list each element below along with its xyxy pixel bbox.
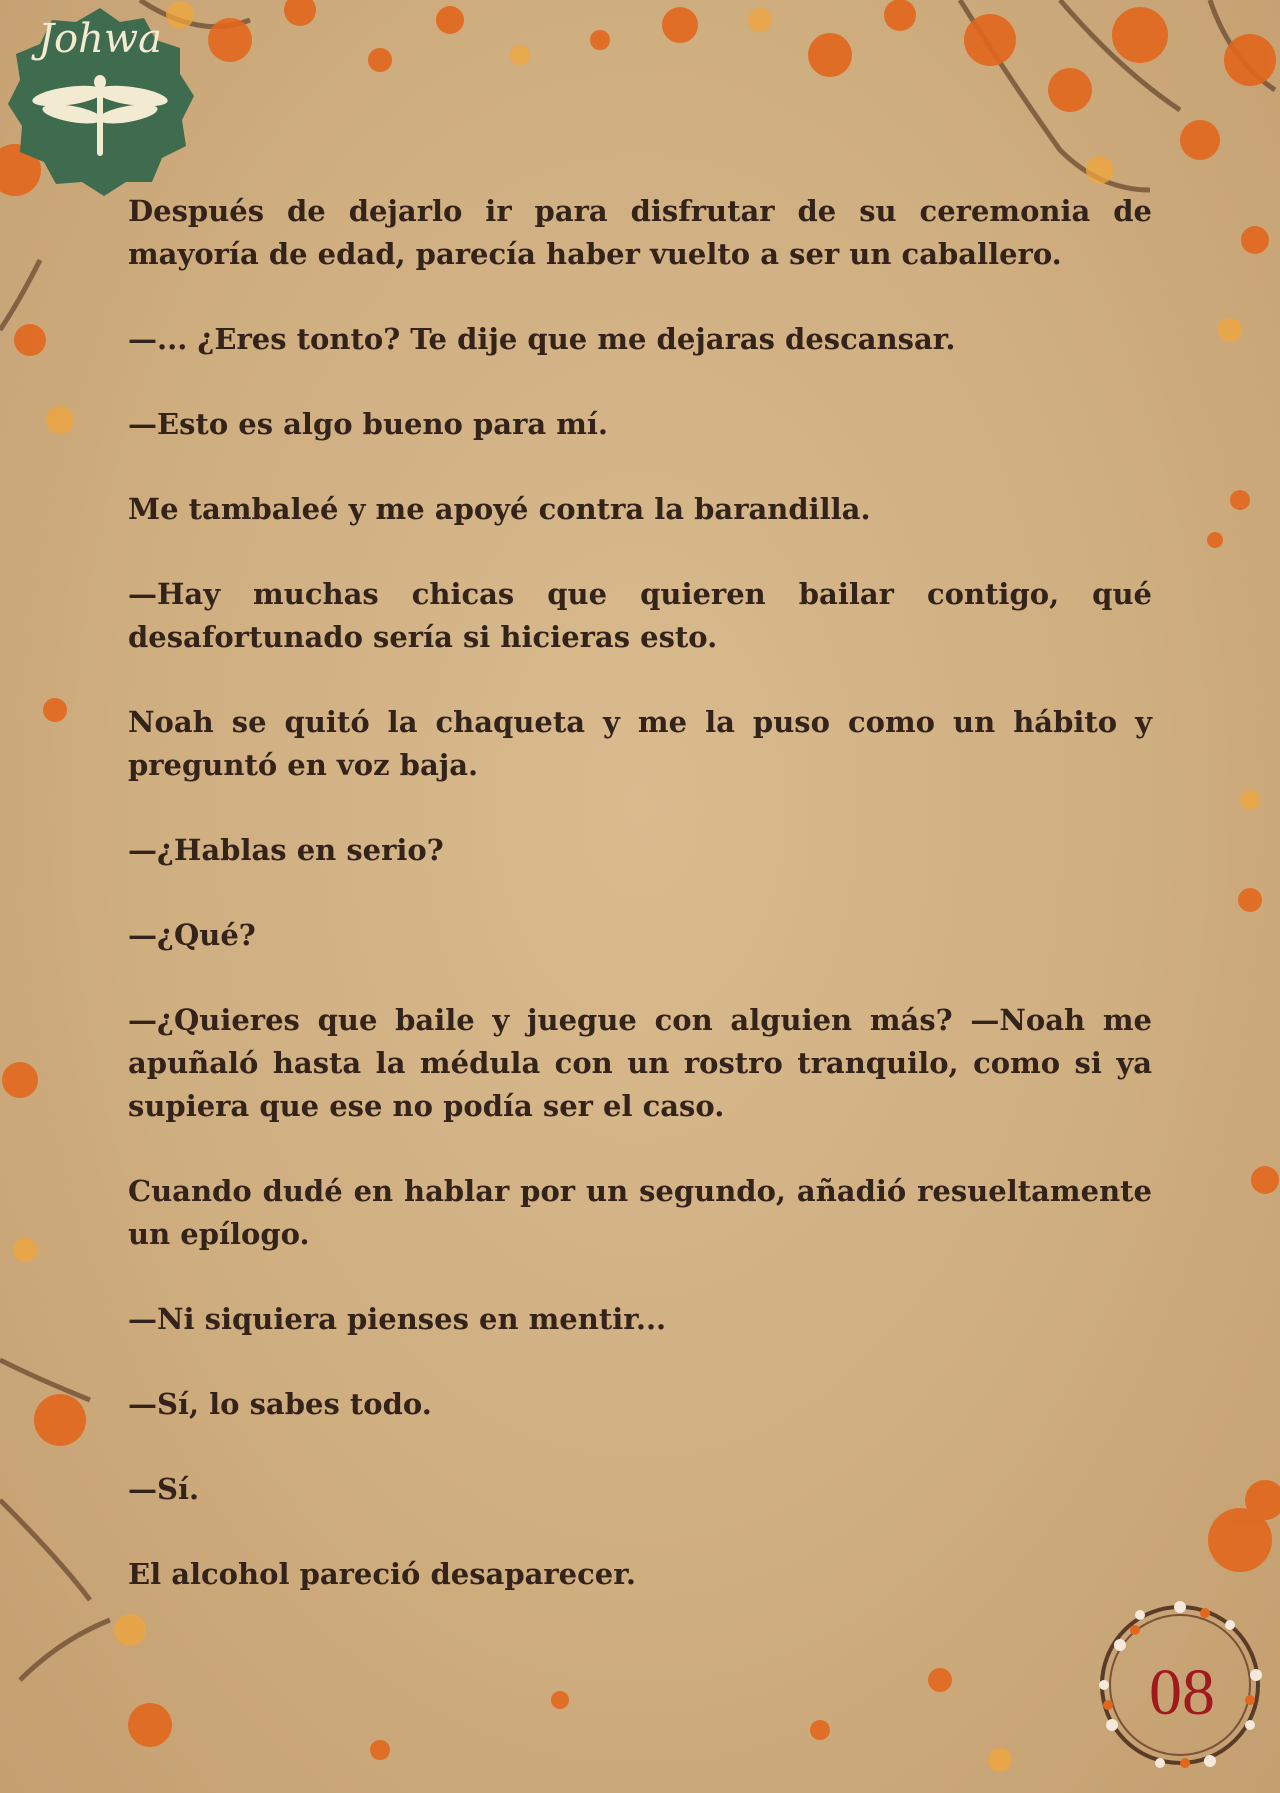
paragraph: —¿Quieres que baile y juegue con alguien más? —Noah me apuñaló hasta la médula con un rostro tranquilo, como si ya supiera que ese no podía ser el caso. [128,1003,1152,1123]
story-text [128,190,1152,1638]
paragraph: Noah se quitó la chaqueta y me la puso como un hábito y preguntó en voz baja. [128,705,1152,782]
paragraph: —Ni siquiera pienses en mentir... [128,1302,667,1336]
paragraph: Me tambaleé y me apoyé contra la barandilla. [128,492,871,526]
paragraph: Cuando dudé en hablar por un segundo, añadió resueltamente un epílogo. [128,1174,1152,1251]
paragraph: —Hay muchas chicas que quieren bailar contigo, qué desafortunado sería si hicieras esto. [128,577,1152,654]
paragraph: —... ¿Eres tonto? Te dije que me dejaras descansar. [128,322,956,356]
paragraph: —Sí. [128,1472,200,1506]
page-number: 08 [1149,1656,1215,1729]
paragraph: Después de dejarlo ir para disfrutar de su ceremonia de mayoría de edad, parecía haber vuelto a ser un caballero. [128,194,1152,271]
logo-text: Johwa [38,16,162,62]
paragraph: —Esto es algo bueno para mí. [128,407,609,441]
paragraph: —¿Hablas en serio? [128,833,444,867]
paragraph: El alcohol pareció desaparecer. [128,1557,636,1591]
paragraph: —Sí, lo sabes todo. [128,1387,432,1421]
paragraph: —¿Qué? [128,918,256,952]
johwa-logo [2,2,198,198]
